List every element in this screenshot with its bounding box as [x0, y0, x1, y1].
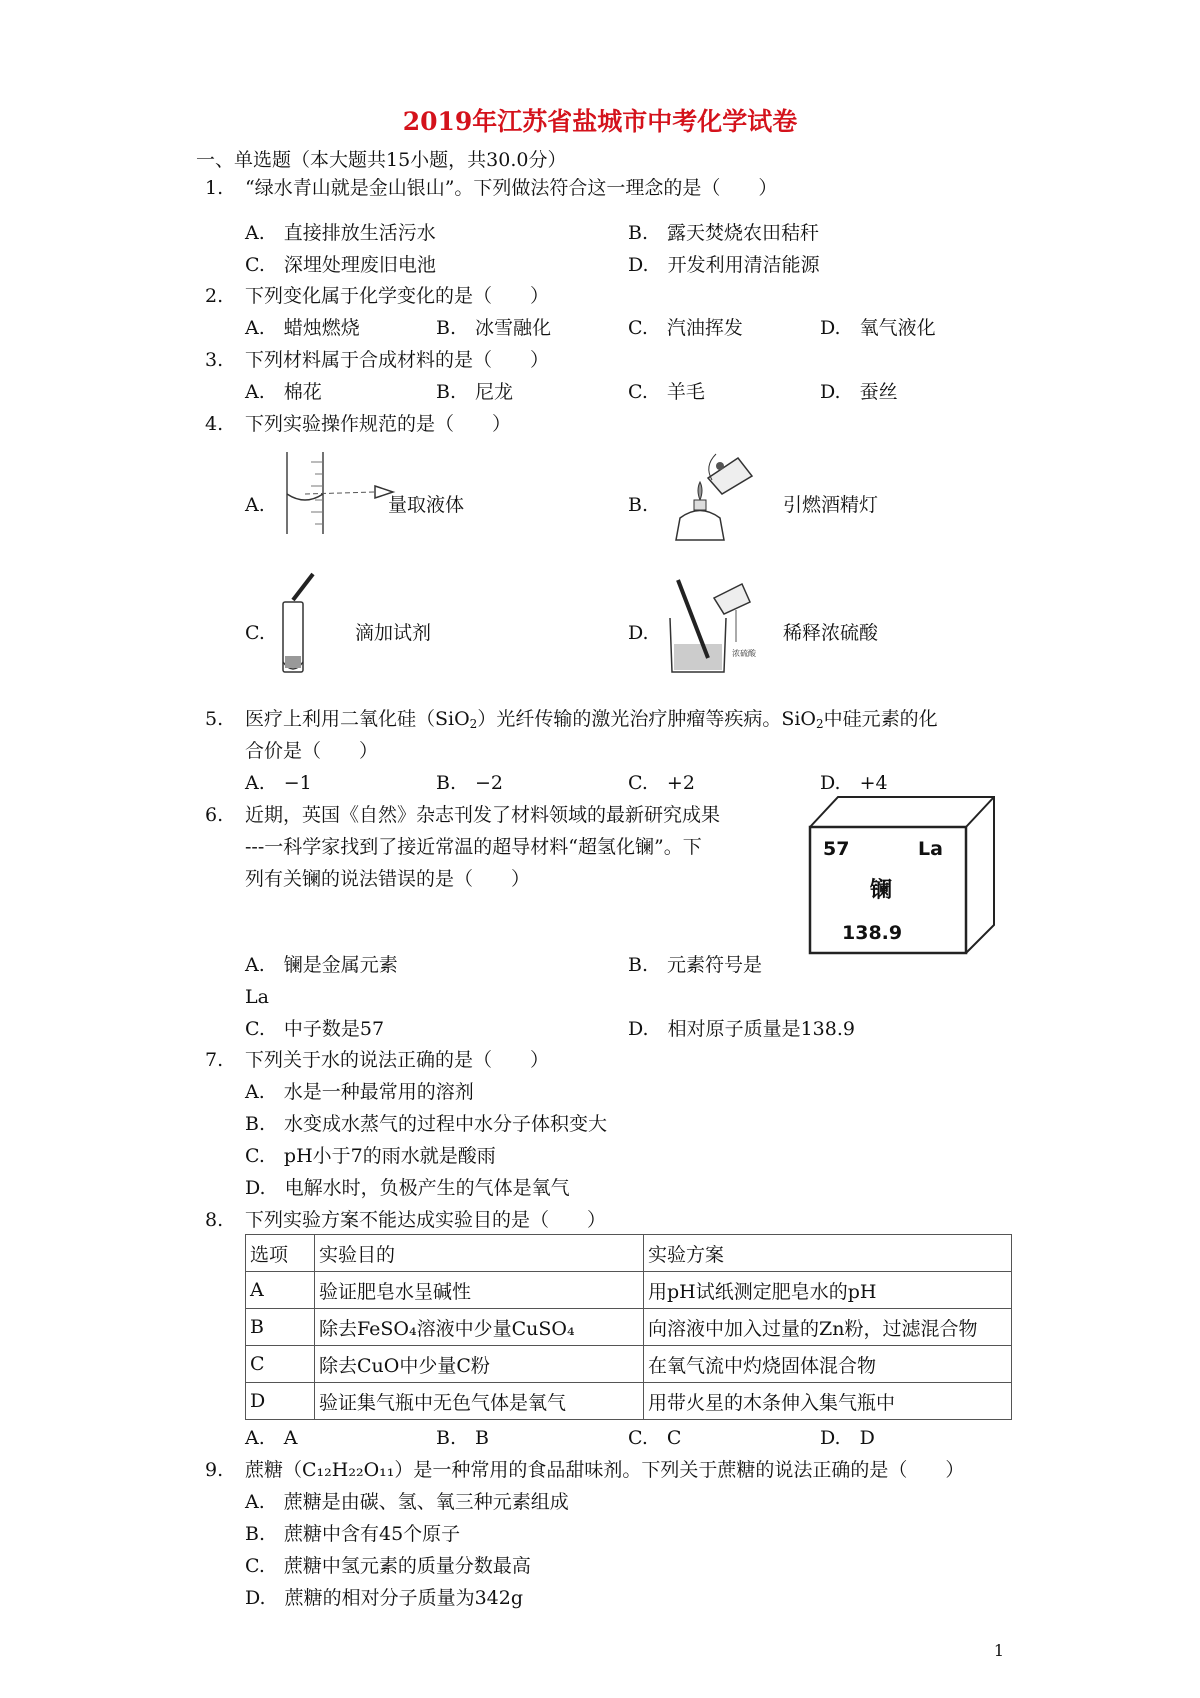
dilution-beaker-figure [660, 578, 760, 678]
q8-option-d: D. D [820, 1427, 875, 1449]
table-header: 实验目的 [315, 1235, 644, 1272]
q4-option-d-letter: D. [628, 622, 649, 644]
q6-option-b: B. 元素符号是 [628, 954, 763, 976]
q6-number: 6. [205, 804, 224, 826]
q4-option-c-text: 滴加试剂 [355, 622, 432, 644]
q7-option-c: C. pH小于7的雨水就是酸雨 [245, 1145, 496, 1167]
q2-number: 2. [205, 285, 224, 307]
table-row [246, 1309, 1012, 1346]
q6-option-c: C. 中子数是57 [245, 1018, 385, 1040]
q9-option-b: B. 蔗糖中含有45个原子 [245, 1523, 461, 1545]
table-cell: 验证集气瓶中无色气体是氧气 [315, 1383, 644, 1420]
table-cell: C [246, 1346, 315, 1383]
table-cell: 除去FeSO₄溶液中少量CuSO₄ [315, 1309, 644, 1346]
q2-stem: 下列变化属于化学变化的是（ ） [245, 285, 550, 307]
q8-option-c: C. C [628, 1427, 682, 1449]
graduated-cylinder-figure [275, 448, 400, 540]
q7-number: 7. [205, 1049, 224, 1071]
q4-option-b-letter: B. [628, 494, 649, 516]
table-row [246, 1346, 1012, 1383]
q4-option-a-letter: A. [245, 494, 265, 516]
q9-option-a: A. 蔗糖是由碳、氢、氧三种元素组成 [245, 1491, 569, 1513]
q2-option-d: D. 氧气液化 [820, 317, 936, 339]
table-cell: 验证肥皂水呈碱性 [315, 1272, 644, 1309]
q6-option-a: A. 镧是金属元素 [245, 954, 398, 976]
q7-option-a: A. 水是一种最常用的溶剂 [245, 1081, 474, 1103]
q9-option-d: D. 蔗糖的相对分子质量为342g [245, 1587, 524, 1609]
q1-option-c: C. 深埋处理废旧电池 [245, 254, 436, 276]
q5-option-d: D. +4 [820, 772, 888, 794]
beaker-label: 浓硫酸 [732, 649, 756, 658]
q6-option-d: D. 相对原子质量是138.9 [628, 1018, 855, 1040]
q8-number: 8. [205, 1209, 224, 1231]
q7-option-b: B. 水变成水蒸气的过程中水分子体积变大 [245, 1113, 608, 1135]
table-row [246, 1383, 1012, 1420]
q6-stem-line1: 近期，英国《自然》杂志刊发了材料领域的最新研究成果 [245, 804, 721, 826]
table-cell: 用pH试纸测定肥皂水的pH [644, 1272, 1012, 1309]
q6-option-b-cont: La [245, 986, 269, 1008]
table-cell: 除去CuO中少量C粉 [315, 1346, 644, 1383]
table-cell: B [246, 1309, 315, 1346]
experiment-table [245, 1234, 1012, 1420]
q5-option-c: C. +2 [628, 772, 695, 794]
q4-option-a-text: 量取液体 [388, 494, 465, 516]
q3-number: 3. [205, 349, 224, 371]
table-cell: A [246, 1272, 315, 1309]
q8-option-b: B. B [436, 1427, 489, 1449]
q9-option-c: C. 蔗糖中氢元素的质量分数最高 [245, 1555, 531, 1577]
q7-stem: 下列关于水的说法正确的是（ ） [245, 1049, 550, 1071]
q8-option-a: A. A [245, 1427, 298, 1449]
q3-option-c: C. 羊毛 [628, 381, 705, 403]
page-title: 2019年江苏省盐城市中考化学试卷 [402, 107, 798, 136]
q1-option-b: B. 露天焚烧农田秸秆 [628, 222, 820, 244]
alcohol-lamp-figure [660, 448, 760, 548]
q7-option-d: D. 电解水时，负极产生的气体是氧气 [245, 1177, 570, 1199]
q3-stem: 下列材料属于合成材料的是（ ） [245, 349, 550, 371]
section-heading: 一、单选题（本大题共15小题，共30.0分） [196, 149, 567, 171]
page-number: 1 [993, 1641, 1004, 1660]
q2-option-c: C. 汽油挥发 [628, 317, 743, 339]
q4-number: 4. [205, 413, 224, 435]
q4-option-b-text: 引燃酒精灯 [783, 494, 879, 516]
q6-stem-line3: 列有关镧的说法错误的是（ ） [245, 868, 531, 890]
table-cell: D [246, 1383, 315, 1420]
q5-number: 5. [205, 708, 224, 730]
table-cell: 在氧气流中灼烧固体混合物 [644, 1346, 1012, 1383]
q4-option-d-text: 稀释浓硫酸 [783, 622, 879, 644]
q1-number: 1. [205, 177, 224, 199]
q4-stem: 下列实验操作规范的是（ ） [245, 413, 512, 435]
q8-stem: 下列实验方案不能达成实验目的是（ ） [245, 1209, 607, 1231]
table-header-row [246, 1235, 1012, 1272]
q1-option-d: D. 开发利用清洁能源 [628, 254, 820, 276]
q5-stem-line1: 医疗上利用二氧化硅（SiO$_2$）光纤传输的激光治疗肿瘤等疾病。SiO$_2$中硅元素的化 [245, 708, 938, 731]
q9-stem: 蔗糖（C₁₂H₂₂O₁₁）是一种常用的食品甜味剂。下列关于蔗糖的说法正确的是（ ） [245, 1459, 965, 1481]
element-symbol: La [918, 838, 943, 860]
q6-stem-line2: ---一科学家找到了接近常温的超导材料“超氢化镧”。下 [245, 836, 702, 858]
q4-option-c-letter: C. [245, 622, 265, 644]
q2-option-a: A. 蜡烛燃烧 [245, 317, 360, 339]
table-cell: 向溶液中加入过量的Zn粉，过滤混合物 [644, 1309, 1012, 1346]
dropper-test-tube-figure [275, 572, 335, 682]
element-name: 镧 [870, 878, 893, 903]
element-atomic-mass: 138.9 [842, 922, 903, 944]
q1-option-a: A. 直接排放生活污水 [245, 222, 436, 244]
q2-option-b: B. 冰雪融化 [436, 317, 552, 339]
table-cell: 用带火星的木条伸入集气瓶中 [644, 1383, 1012, 1420]
q5-stem-line2: 合价是（ ） [245, 740, 379, 762]
table-row [246, 1272, 1012, 1309]
q9-number: 9. [205, 1459, 224, 1481]
q5-option-a: A. −1 [245, 772, 312, 794]
q5-option-b: B. −2 [436, 772, 504, 794]
q3-option-a: A. 棉花 [245, 381, 322, 403]
q3-option-d: D. 蚕丝 [820, 381, 898, 403]
table-header: 实验方案 [644, 1235, 1012, 1272]
q1-stem: “绿水青山就是金山银山”。下列做法符合这一理念的是（ ） [245, 177, 778, 199]
element-atomic-number: 57 [823, 838, 850, 860]
table-header: 选项 [246, 1235, 315, 1272]
q3-option-b: B. 尼龙 [436, 381, 514, 403]
